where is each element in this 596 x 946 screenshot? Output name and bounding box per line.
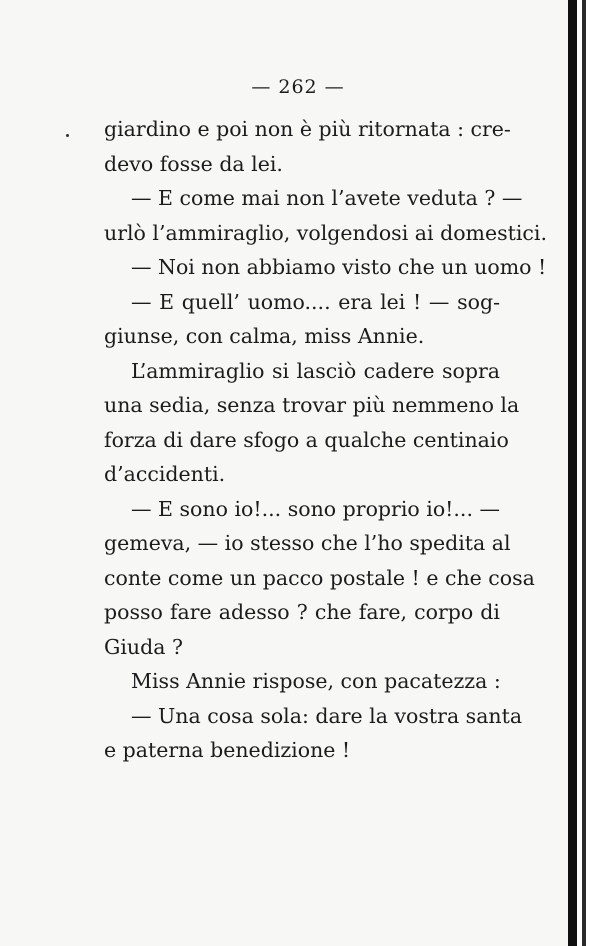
- text-line: urlò l’ammiraglio, volgendosi ai domestici.: [104, 220, 547, 245]
- body-text: [104, 112, 547, 768]
- text-line: posso fare adesso ? che fare, corpo di: [104, 600, 500, 624]
- text-line: L’ammiraglio si lasciò cadere sopra: [131, 358, 500, 383]
- text-line: Giuda ?: [104, 634, 183, 659]
- page-number: — 262 —: [251, 76, 345, 98]
- text-line: — E come mai non l’avete veduta ? —: [131, 186, 523, 210]
- text-line: giunse, con calma, miss Annie.: [104, 324, 425, 348]
- text-line: gemeva, — io stesso che l’ho spedita al: [104, 531, 511, 555]
- print-speck: [66, 134, 69, 137]
- text-line: Miss Annie rispose, con pacatezza :: [131, 669, 501, 693]
- text-line: d’accidenti.: [104, 462, 226, 486]
- book-spine-edge-outer: [582, 0, 586, 946]
- text-line: e paterna benedizione !: [104, 738, 351, 762]
- text-line: — E quell’ uomo.... era lei ! — sog-: [131, 289, 500, 314]
- text-line: forza di dare sfogo a qualche centinaio: [104, 427, 509, 452]
- text-line: conte come un pacco postale ! e che cosa: [104, 565, 535, 590]
- book-spine-edge: [568, 0, 577, 946]
- text-line: una sedia, senza trovar più nemmeno la: [104, 393, 520, 417]
- text-line: — E sono io!... sono proprio io!... —: [131, 496, 500, 521]
- text-line: giardino e poi non è più ritornata : cre-: [104, 117, 511, 141]
- text-line: devo fosse da lei.: [104, 151, 283, 176]
- text-line: — Noi non abbiamo visto che un uomo !: [131, 255, 547, 279]
- text-line: — Una cosa sola: dare la vostra santa: [131, 703, 523, 728]
